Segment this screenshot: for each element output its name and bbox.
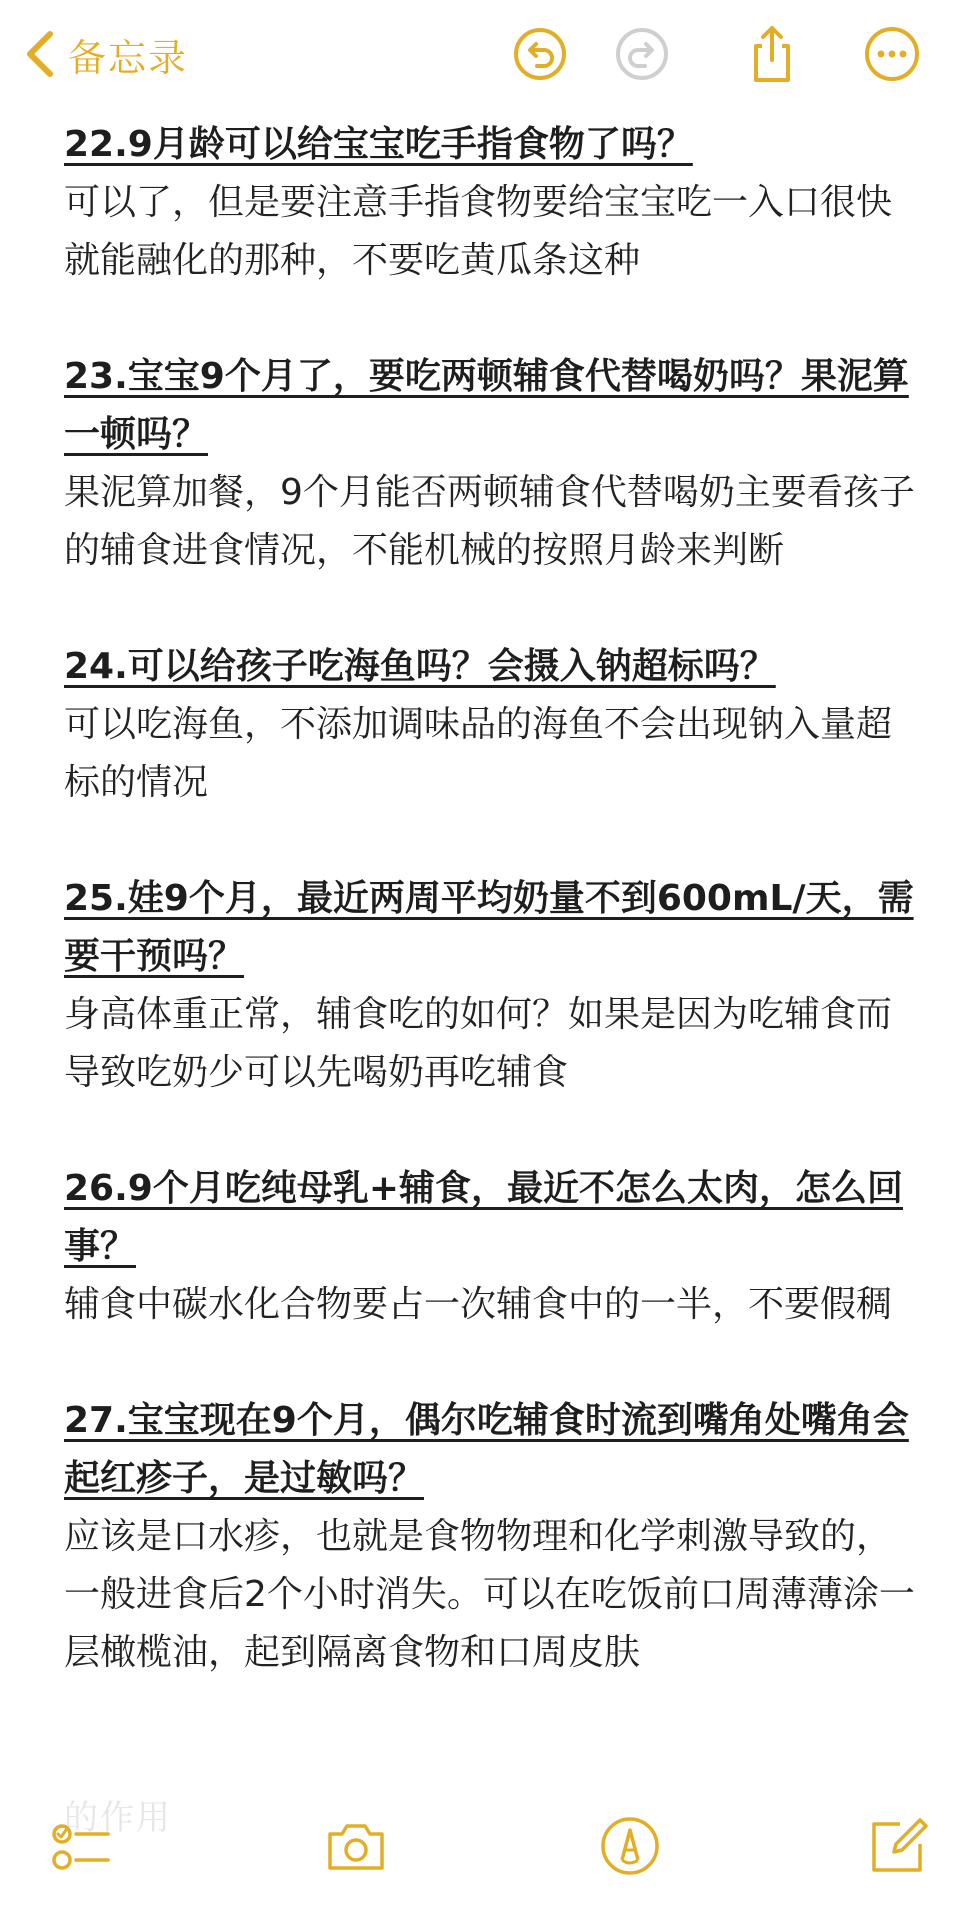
question-heading: 22.9月龄可以给宝宝吃手指食物了吗？ xyxy=(64,124,693,165)
qa-item xyxy=(64,348,924,580)
question-heading: 25.娃9个月，最近两周平均奶量不到600mL/天，需要干预吗？ xyxy=(64,878,914,977)
question-heading: 24.可以给孩子吃海鱼吗？会摄入钠超标吗？ xyxy=(64,646,776,687)
camera-icon xyxy=(324,1814,388,1878)
compose-icon xyxy=(866,1814,930,1878)
redo-icon xyxy=(612,24,672,84)
note-body[interactable] xyxy=(64,116,924,1776)
share-button[interactable] xyxy=(742,24,802,84)
undo-button[interactable] xyxy=(510,24,570,84)
redo-button[interactable] xyxy=(612,24,672,84)
markup-button[interactable] xyxy=(598,1814,662,1878)
checklist-button[interactable] xyxy=(50,1814,114,1878)
question-heading: 23.宝宝9个月了，要吃两顿辅食代替喝奶吗？果泥算一顿吗？ xyxy=(64,356,909,455)
checklist-icon xyxy=(50,1814,114,1878)
camera-button[interactable] xyxy=(324,1814,388,1878)
compose-button[interactable] xyxy=(866,1814,930,1878)
answer-text: 可以吃海鱼，不添加调味品的海鱼不会出现钠入量超标的情况 xyxy=(64,704,893,803)
qa-item xyxy=(64,638,924,812)
question-heading: 26.9个月吃纯母乳+辅食，最近不怎么太肉，怎么回事？ xyxy=(64,1168,903,1267)
answer-text: 辅食中碳水化合物要占一次辅食中的一半，不要假稠 xyxy=(64,1284,893,1325)
answer-text: 可以了，但是要注意手指食物要给宝宝吃一入口很快就能融化的那种，不要吃黄瓜条这种 xyxy=(64,182,893,281)
share-icon xyxy=(742,24,802,84)
undo-icon xyxy=(510,24,570,84)
answer-text: 身高体重正常，辅食吃的如何？如果是因为吃辅食而导致吃奶少可以先喝奶再吃辅食 xyxy=(64,994,893,1093)
back-label: 备忘录 xyxy=(68,35,189,80)
back-button[interactable] xyxy=(20,26,188,82)
question-heading: 27.宝宝现在9个月，偶尔吃辅食时流到嘴角处嘴角会起红疹子，是过敏吗？ xyxy=(64,1400,909,1499)
bottom-toolbar xyxy=(0,1778,966,1920)
qa-item xyxy=(64,1160,924,1334)
qa-item xyxy=(64,1392,924,1682)
chevron-left-icon xyxy=(20,26,64,82)
answer-text: 应该是口水疹，也就是食物物理和化学刺激导致的，一般进食后2个小时消失。可以在吃饭前口周薄薄涂一层橄榄油，起到隔离食物和口周皮肤 xyxy=(64,1516,915,1673)
more-button[interactable] xyxy=(862,24,922,84)
answer-text: 果泥算加餐，9个月能否两顿辅食代替喝奶主要看孩子的辅食进食情况，不能机械的按照月龄来判断 xyxy=(64,472,915,571)
qa-item xyxy=(64,116,924,290)
qa-item xyxy=(64,870,924,1102)
more-icon xyxy=(862,24,922,84)
scrolled-text-fragment: 的作用 xyxy=(64,1798,172,1838)
navigation-bar xyxy=(0,0,966,112)
markup-icon xyxy=(598,1814,662,1878)
